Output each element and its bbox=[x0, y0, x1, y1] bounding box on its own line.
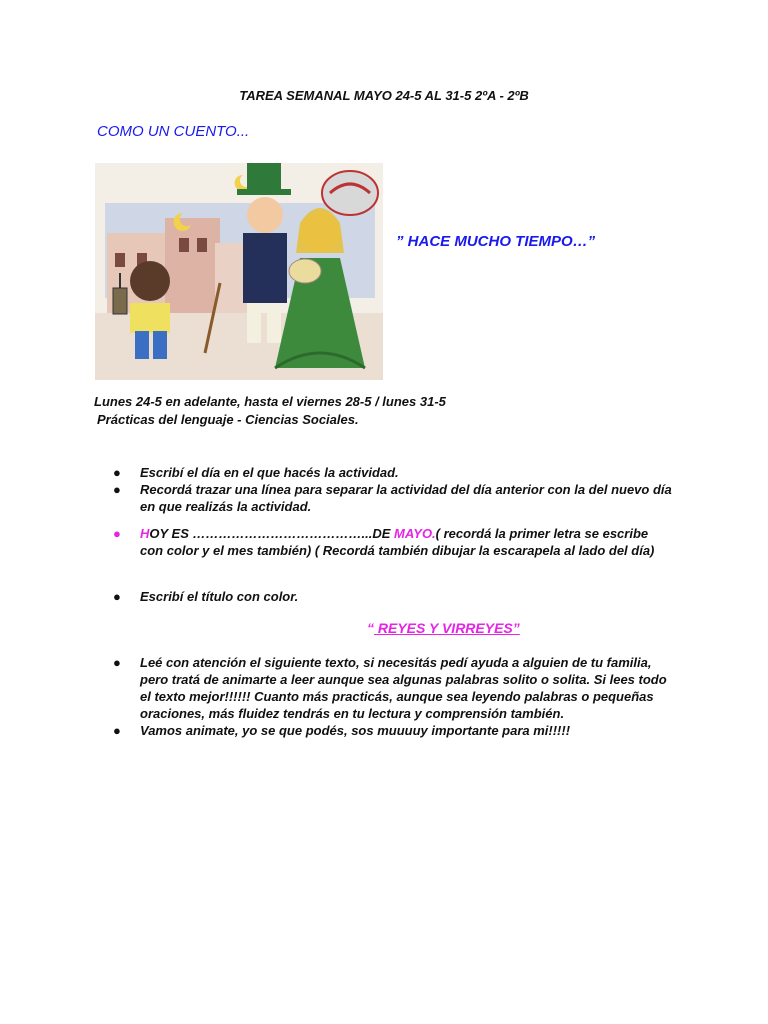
list-item-text: Leé con atención el siguiente texto, si necesitás pedí ayuda a alguien de tu familia, pero tratá de animarte a leer aunque sea algunas palabras solito o solita. Si lees todo el texto mejor!!!!!! Cuanto más practicás, aunque sea leyendo palabras o pequeñas oraciones, más fluidez tendrás en tu lectura y comprensión también. bbox=[140, 655, 667, 721]
list-item-text: Vamos animate, yo se que podés, sos muuuuy importante para mi!!!!! bbox=[140, 723, 571, 738]
bullet-icon: ● bbox=[113, 465, 121, 480]
list-item bbox=[113, 654, 673, 722]
bullet-icon: ● bbox=[113, 589, 121, 604]
story-quote: ” HACE MUCHO TIEMPO…” bbox=[396, 233, 596, 250]
reading-title-quote: “ bbox=[367, 620, 374, 636]
schedule-subjects: Prácticas del lenguaje - Ciencias Sociales. bbox=[97, 412, 359, 427]
bullet-icon: ● bbox=[113, 723, 121, 738]
instruction-list-3 bbox=[113, 588, 673, 605]
list-item bbox=[113, 464, 673, 481]
list-item-text: Recordá trazar una línea para separar la actividad del día anterior con la del nuevo día en que realizás la actividad. bbox=[140, 482, 672, 514]
instruction-list-1 bbox=[113, 464, 673, 515]
bullet-icon: ● bbox=[113, 526, 121, 541]
hoy-note: ( recordá la primer letra se escribe con color y el mes también) ( Recordá también dibujar la escarapela al lado del día) bbox=[140, 526, 655, 558]
instruction-list-4 bbox=[113, 654, 673, 739]
reading-title bbox=[367, 620, 520, 636]
list-item bbox=[113, 481, 673, 515]
story-illustration bbox=[95, 163, 383, 380]
list-item bbox=[113, 722, 673, 739]
schedule-days: Lunes 24-5 en adelante, hasta el viernes 28-5 / lunes 31-5 bbox=[94, 394, 446, 409]
bullet-icon: ● bbox=[113, 655, 121, 670]
month-text: MAYO. bbox=[394, 526, 436, 541]
reading-title-text: REYES Y VIRREYES” bbox=[374, 620, 520, 636]
list-item-text: Escribí el título con color. bbox=[140, 589, 299, 604]
hoy-text: OY ES …………………………………...DE bbox=[149, 526, 395, 541]
hoy-first-letter: H bbox=[140, 526, 150, 541]
page-title: TAREA SEMANAL MAYO 24-5 AL 31-5 2ºA - 2ºB bbox=[239, 88, 529, 103]
story-heading: COMO UN CUENTO... bbox=[97, 123, 250, 140]
list-item-text: Escribí el día en el que hacés la actividad. bbox=[140, 465, 399, 480]
instruction-list-2 bbox=[113, 525, 673, 559]
bullet-icon: ● bbox=[113, 482, 121, 497]
list-item bbox=[113, 588, 673, 605]
list-item bbox=[113, 525, 673, 559]
